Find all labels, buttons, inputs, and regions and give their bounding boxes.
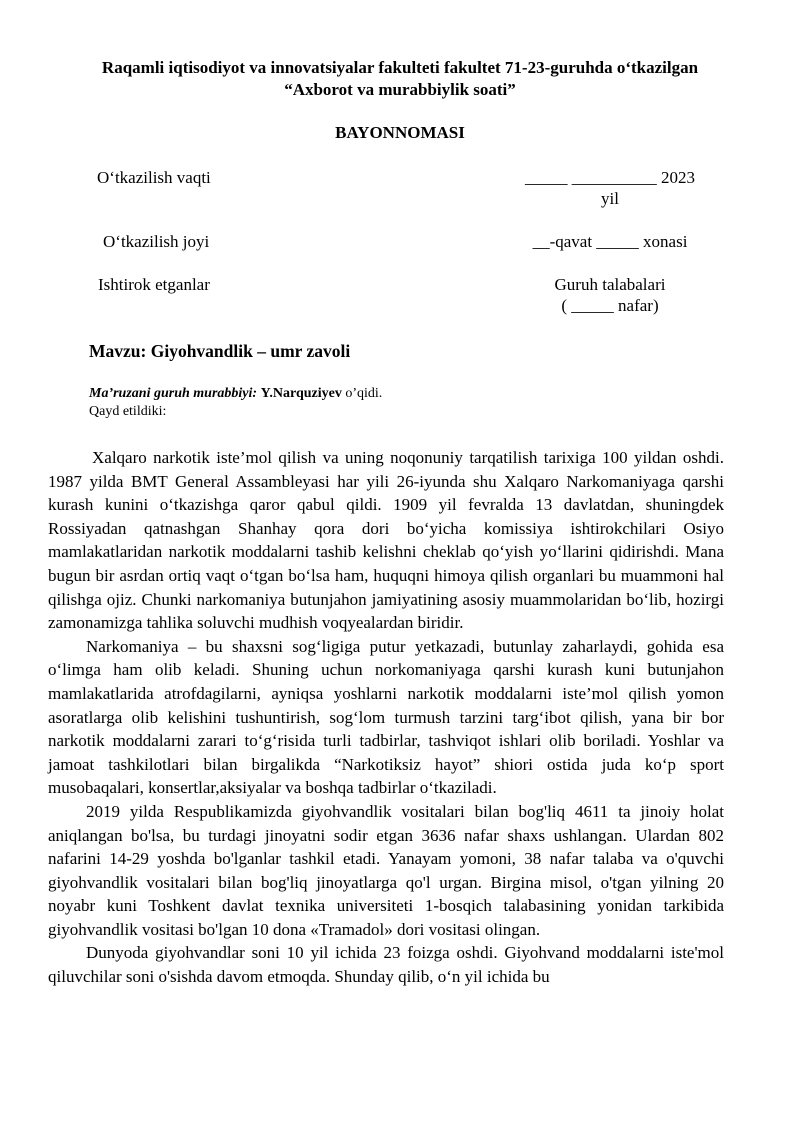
paragraph: Xalqaro narkotik iste’mol qilish va uning noqonuniy tarqatilish tarixiga 100 yildan oshdi. 1987 yilda BMT General Assambleyasi har yili 26-iyunda shu Xalqaro Narkomaniyaga qarshi kurash kunini o‘tkazishga qaror qabul qildi. 1909 yil fevralda 13 davlatdan, shuningdek Rossiyadan qatnashgan Shanhay qora dori bo‘yicha komissiya ishtirokchilari Osiyo mamlakatlaridan narkotik moddalarni tashib kelishni cheklab qo‘yish yo‘llarini qidirishdi. Mana bugun bir asrdan ortiq vaqt o‘tgan bo‘lsa ham, huquqni himoya qilish organlari bu muammoni hal qilishga ojiz. Chunki narkomaniya butunjahon jamiyatining asosiy muammolaridan bo‘lib, hozirgi zamonamizga tahlika soluvchi mudhish voqyealardan biridir. [48,448,724,633]
paragraph: 2019 yilda Respublikamizda giyohvandlik vositalari bilan bog'liq 4611 ta jinoiy holat aniqlangan bo'lsa, bu turdagi jinoyatni sodir etgan 3636 nafar shaxs ushlangan. Ulardan 802 nafarini 14-29 yoshda bo'lganlar tashkil etadi. Yanayam yomoni, 38 nafar talaba va o'quvchi giyohvandlik vositalari bilan bog'liq jinoyatlarga qo'l urgan. Birgina misol, o'tgan yilning 20 noyabr kuni Toshkent davlat texnika universiteti 1-bosqich talabasining yonidan tarkibida giyohvandlik vositasi bo'lgan 10 dona «Tramadol» dori vositasi olingan. [48,801,724,939]
place-value: __-qavat _____ xonasi [532,232,688,251]
participants-value-line-2: ( _____ nafar) [561,296,659,315]
participants-label: Ishtirok etganlar [98,275,210,294]
paragraph: Narkomaniya – bu shaxsni sog‘ligiga putur yetkazadi, butunlay zaharlaydi, gohida esa o‘limga ham olib keladi. Shuning uchun norkomaniyaga qarshi kurash kuni butunjahon mamlakatlarida atrofdagilarni, ayniqsa yoshlarni narkotik moddalarni iste’mol qilish yomon asoratlarga olib kelishini tushuntirish, sog‘lom turmush tarzini targ‘ibot qilish, yana bir bor narkotik moddalarni zarari to‘g‘risida turli tadbirlar, tashviqot ishlari olib boriladi. Yoshlar va jamoat tashkilotlari bilan birgalikda “Narkotiksiz hayot” shiori ostida juda ko‘p sport musobaqalari, konsertlar,aksiyalar va boshqa tadbirlar o‘tkaziladi. [48,636,724,798]
topic: Mavzu: Giyohvandlik – umr zavoli [89,341,351,361]
speaker-suffix: o’qidi. [345,386,383,401]
time-value-line-2: yil [601,189,619,208]
title-line-1: Raqamli iqtisodiyot va innovatsiyalar fakulteti fakultet 71-23-guruhda o‘tkazilgan [101,58,699,77]
speaker-label: Ma’ruzani guruh murabbiyi: [89,386,258,401]
speaker-name: Y.Narquziyev [260,386,342,401]
paragraph: Dunyoda giyohvandlar soni 10 yil ichida 23 foizga oshdi. Giyohvand moddalarni iste'mol qiluvchilar soni o'sishda davom etmoqda. Shunday qilib, o‘n yil ichida bu [48,943,724,987]
participants-value [510,274,710,316]
title-line-2: “Axborot va murabbiylik soati” [284,80,516,99]
time-value-line-1: _____ __________ 2023 [525,168,695,187]
place-label: O‘tkazilish joyi [103,232,210,251]
document-body [48,446,724,989]
speaker-line [89,385,382,403]
document-heading: BAYONNOMASI [335,123,465,142]
document-title [40,57,760,101]
time-label: O‘tkazilish vaqti [97,168,211,187]
participants-value-line-1: Guruh talabalari [554,275,666,294]
noted-label: Qayd etildiki: [89,404,167,419]
time-value [500,167,720,209]
